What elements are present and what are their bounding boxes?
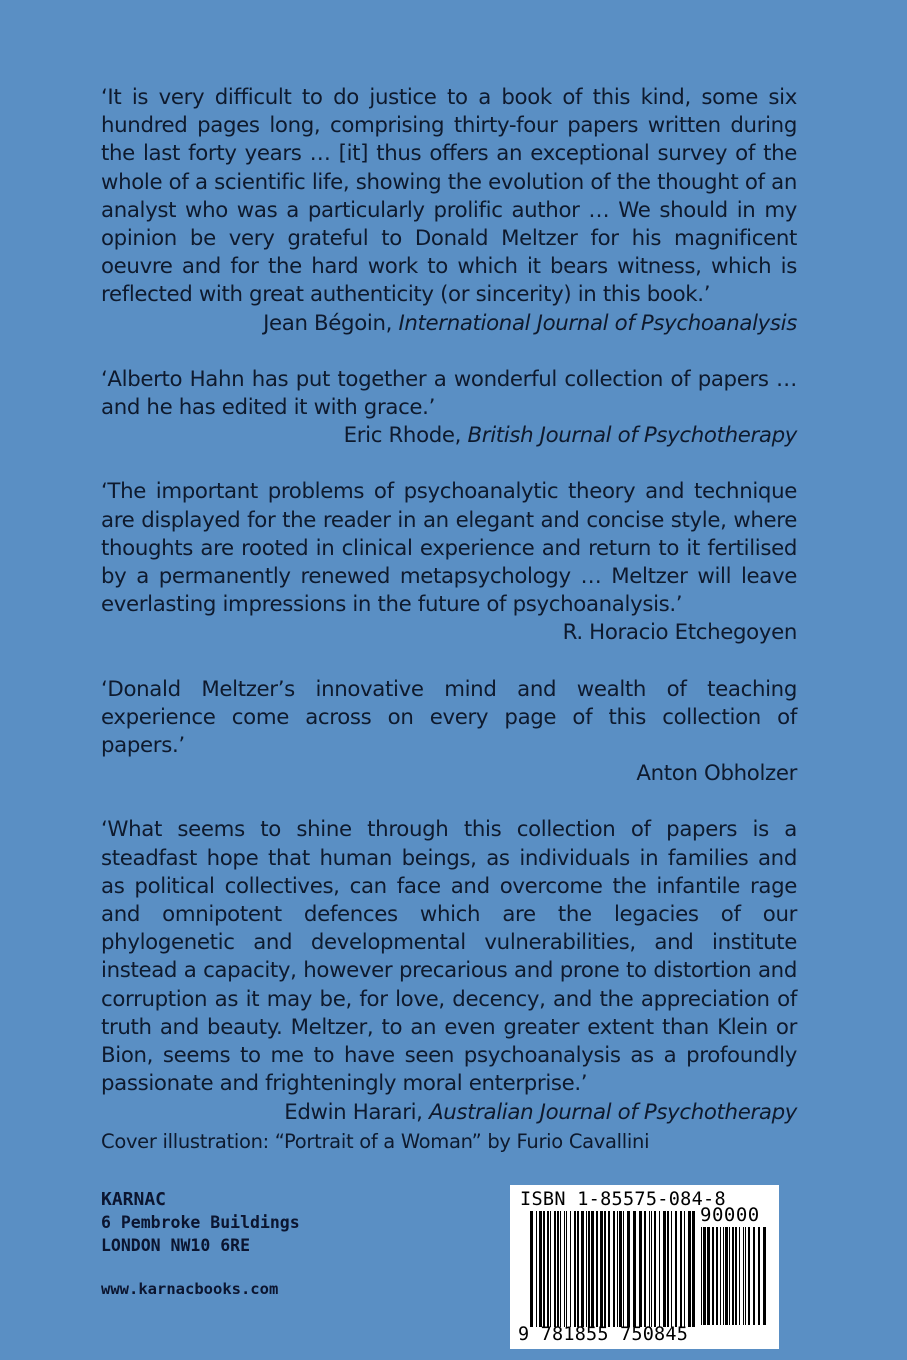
barcode-bar <box>729 1227 730 1325</box>
reviews-section <box>101 84 797 1155</box>
publisher-website: www.karnacbooks.com <box>101 1280 279 1298</box>
publisher-name: KARNAC <box>101 1189 167 1210</box>
barcode-bar <box>550 1211 551 1327</box>
barcode-bar <box>566 1211 567 1327</box>
barcode-bar <box>758 1227 760 1325</box>
barcode-bar <box>613 1211 615 1327</box>
review-4 <box>101 676 797 789</box>
barcode-bar <box>680 1211 682 1327</box>
review-quote: ‘It is very difficult to do justice to a book of this kind, some six hundred pages long, comprising thirty-four papers written during the last forty years … [it] thus offers an exceptional survey of the whole of a scientific life, showing the evolution of the thought of an analyst who was a particularly prolific author … We should in my opinion be very grateful to Donald Meltzer for his magnificent oeuvre and for the hard work to which it bears witness, which is reflected with great authenticity (or sincerity) in this book.’ <box>101 85 797 308</box>
barcode-bar <box>623 1211 624 1327</box>
publisher-block <box>101 1188 300 1257</box>
barcode-bar <box>617 1211 618 1327</box>
review-author: Anton Obholzer <box>636 761 797 787</box>
barcode-bar <box>596 1211 598 1327</box>
barcode-bar <box>586 1211 587 1327</box>
barcode-bar <box>725 1227 728 1325</box>
review-source: British Journal of Psychotherapy <box>467 423 797 449</box>
barcode-bar <box>570 1211 571 1327</box>
barcode-bar <box>707 1227 710 1325</box>
barcode-bar <box>547 1211 549 1327</box>
review-author: Jean Bégoin, <box>263 310 399 336</box>
addon-barcode-bars <box>701 1227 769 1325</box>
barcode-bar <box>574 1211 576 1327</box>
barcode-bar <box>604 1211 606 1327</box>
barcode-bar <box>649 1211 650 1327</box>
barcode-bar <box>675 1211 677 1327</box>
barcode-bar <box>739 1227 740 1325</box>
barcode-bar <box>745 1227 746 1325</box>
barcode-bar <box>659 1211 660 1327</box>
review-5 <box>101 816 797 1126</box>
barcode-bar <box>530 1211 533 1327</box>
review-2 <box>101 366 797 451</box>
barcode-bar <box>536 1211 537 1327</box>
review-attribution <box>101 619 797 647</box>
barcode-bar <box>723 1227 724 1325</box>
barcode-bar <box>591 1211 594 1327</box>
barcode-bar <box>627 1211 630 1327</box>
barcode-bar <box>554 1211 556 1327</box>
review-3 <box>101 478 797 647</box>
barcode-bar <box>748 1227 750 1325</box>
barcode-bar <box>716 1227 718 1325</box>
barcode-bar <box>651 1211 652 1327</box>
barcode-bar <box>735 1227 737 1325</box>
barcode-bar <box>663 1211 666 1327</box>
barcode-bar <box>692 1211 695 1327</box>
barcode-bar <box>684 1211 685 1327</box>
barcode-bar <box>688 1211 691 1327</box>
review-source: International Journal of Psychoanalysis <box>398 310 797 336</box>
review-quote: ‘Alberto Hahn has put together a wonderful collection of papers … and he has edited it with grace.’ <box>101 366 797 421</box>
barcode-box <box>510 1185 779 1349</box>
barcode-bars <box>530 1211 696 1327</box>
cover-credit: Cover illustration: “Portrait of a Woman” by Furio Cavallini <box>101 1130 650 1153</box>
barcode-bar <box>720 1227 721 1325</box>
review-attribution <box>101 310 797 338</box>
isbn-label: ISBN 1-85575-084-8 <box>520 1189 726 1210</box>
barcode-bar <box>763 1227 766 1325</box>
barcode-bar <box>588 1211 590 1327</box>
barcode-bar <box>581 1211 584 1327</box>
review-quote: ‘Donald Meltzer’s innovative mind and wealth of teaching experience come across on every page of this collection of papers.’ <box>101 676 797 759</box>
barcode-bar <box>608 1211 610 1327</box>
barcode-bar <box>712 1227 714 1325</box>
barcode-bar <box>633 1211 636 1327</box>
barcode-bar <box>543 1211 545 1327</box>
barcode-bar <box>671 1211 672 1327</box>
barcode-bar <box>701 1227 702 1325</box>
barcode-bar <box>619 1211 622 1327</box>
barcode-bar <box>703 1227 706 1325</box>
review-1 <box>101 84 797 338</box>
publisher-address-line1: 6 Pembroke Buildings <box>101 1213 300 1232</box>
review-quote: ‘What seems to shine through this collection of papers is a steadfast hope that human beings, as individuals in families and as political collectives, can face and overcome the infantile rage and omnipotent defences which are the legacies of our phylogenetic and developmental vulnerabilities, and institute instead a capacity, however precarious and prone to distortion and corruption as it may be, for love, decency, and the appreciation of truth and beauty. Meltzer, to an even greater extent than Klein or Bion, seems to me to have seen psychoanalysis as a profoundly passionate and frighteningly moral enterprise.’ <box>101 817 797 1097</box>
review-attribution <box>101 1099 797 1127</box>
review-attribution <box>101 760 797 788</box>
barcode-bar <box>600 1211 603 1327</box>
barcode-bar <box>539 1211 542 1327</box>
review-quote: ‘The important problems of psychoanalytic theory and technique are displayed for the reader in an elegant and concise style, where thoughts are rooted in clinical experience and return to it fertilised by a permanently renewed metapsychology … Meltzer will leave everlasting impressions in the future of psychoanalysis.’ <box>101 479 797 618</box>
barcode-bar <box>577 1211 579 1327</box>
barcode-bar <box>753 1227 755 1325</box>
barcode-bar <box>654 1211 656 1327</box>
price-code: 90000 <box>700 1204 760 1226</box>
ean-digits: 9 781855 750845 <box>518 1324 689 1345</box>
barcode-bar <box>564 1211 565 1327</box>
barcode-bar <box>743 1227 744 1325</box>
barcode-bar <box>560 1211 561 1327</box>
barcode-bar <box>644 1211 646 1327</box>
review-source: Australian Journal of Psychotherapy <box>429 1099 797 1125</box>
barcode-bar <box>667 1211 669 1327</box>
review-author: R. Horacio Etchegoyen <box>562 620 797 646</box>
review-author: Eric Rhode, <box>343 423 468 449</box>
barcode-bar <box>639 1211 642 1327</box>
review-author: Edwin Harari, <box>284 1099 430 1125</box>
review-attribution <box>101 422 797 450</box>
barcode-bar <box>557 1211 559 1327</box>
barcode-bar <box>732 1227 734 1325</box>
publisher-address-line2: LONDON NW10 6RE <box>101 1236 251 1255</box>
